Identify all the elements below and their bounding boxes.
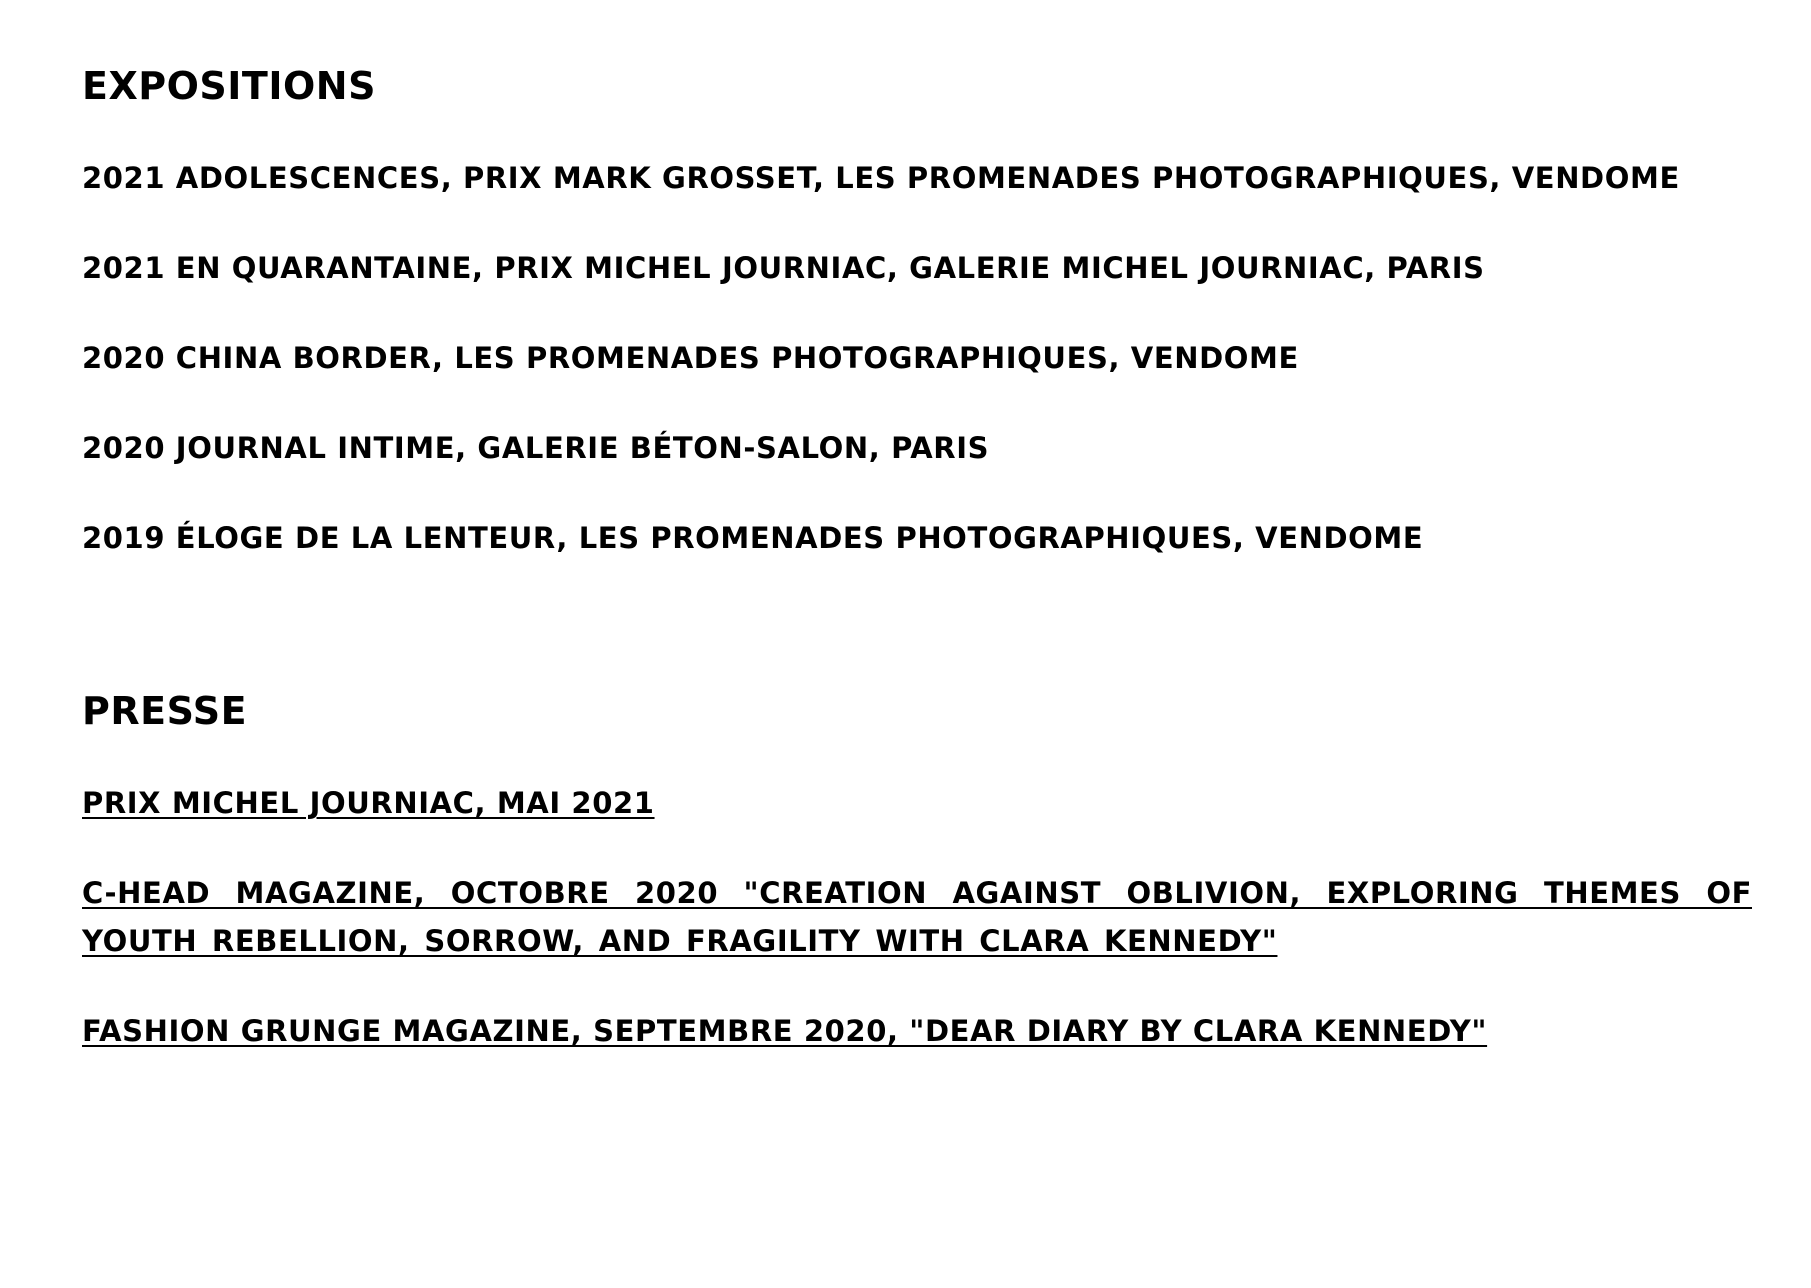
page-content [82,62,1752,1097]
press-link-c-head[interactable]: C-HEAD MAGAZINE, OCTOBRE 2020 "CREATION AGAINST OBLIVION, EXPLORING THEMES OF YOUTH REBELLION, SORROW, AND FRAGILITY WITH CLARA KENNEDY" [82,876,1752,958]
presse-section [82,687,1752,1055]
expositions-section [82,62,1752,562]
expositions-heading: EXPOSITIONS [82,64,376,108]
exposition-item: 2019 ÉLOGE DE LA LENTEUR, LES PROMENADES PHOTOGRAPHIQUES, VENDOME [82,521,1424,555]
exposition-item: 2021 ADOLESCENCES, PRIX MARK GROSSET, LES PROMENADES PHOTOGRAPHIQUES, VENDOME [82,161,1680,195]
exposition-item: 2020 CHINA BORDER, LES PROMENADES PHOTOGRAPHIQUES, VENDOME [82,341,1299,375]
exposition-item: 2020 JOURNAL INTIME, GALERIE BÉTON-SALON, PARIS [82,431,990,465]
presse-heading: PRESSE [82,689,248,733]
press-link-fashion-grunge[interactable]: FASHION GRUNGE MAGAZINE, SEPTEMBRE 2020, "DEAR DIARY BY CLARA KENNEDY" [82,1014,1488,1048]
press-link-journiac[interactable]: PRIX MICHEL JOURNIAC, MAI 2021 [82,786,655,820]
exposition-item: 2021 EN QUARANTAINE, PRIX MICHEL JOURNIAC, GALERIE MICHEL JOURNIAC, PARIS [82,251,1485,285]
